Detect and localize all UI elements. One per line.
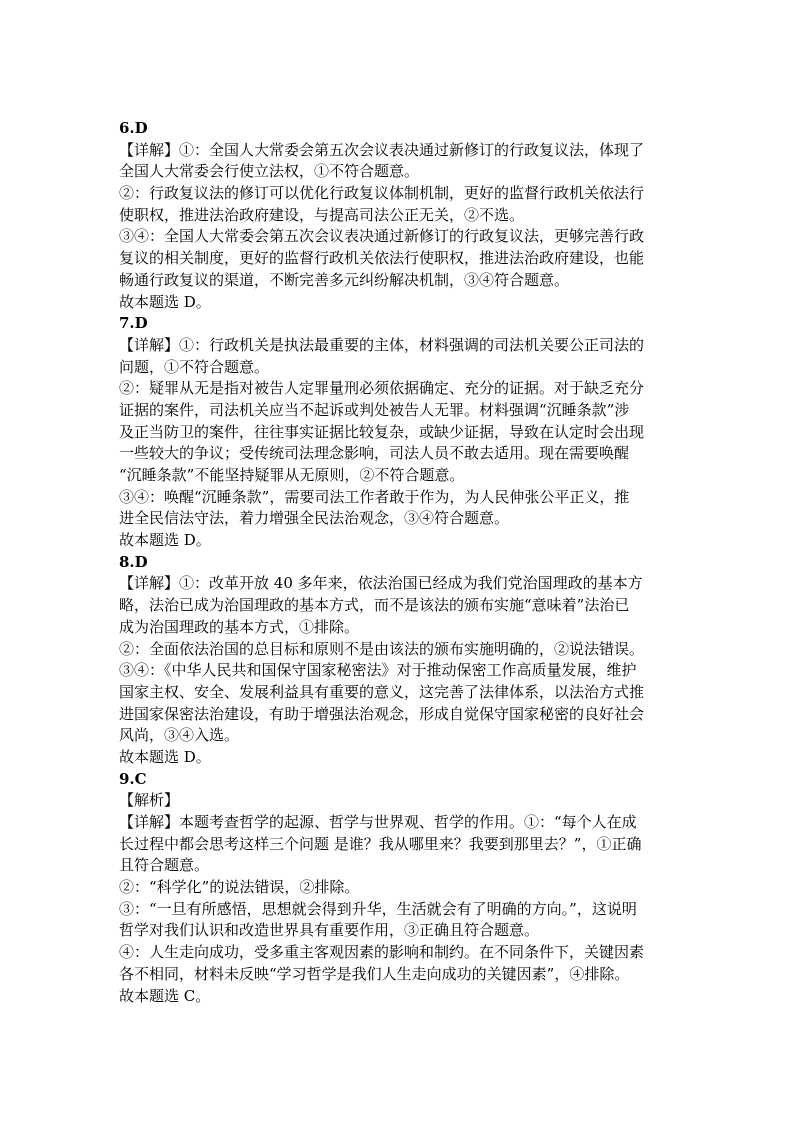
q6-line-2: 全国人大常委会行使立法权，①不符合题意。 <box>119 162 420 181</box>
q6-line-1: 【详解】①：全国人大常委会第五次会议表决通过新修订的行政复议法，体现了 <box>119 140 645 159</box>
q6-line-5: ③④：全国人大常委会第五次会议表决通过新修订的行政复议法，更够完善行政 <box>119 227 645 246</box>
q8-line-4: ②：全面依法治国的总目标和原则不是由该法的颁布实施明确的，②说法错误。 <box>119 639 645 658</box>
q7-line-3: ②：疑罪从无是指对被告人定罪量刑必须依据确定、充分的证据。对于缺乏充分 <box>119 379 645 398</box>
q9-line-2: 【详解】本题考查哲学的起源、哲学与世界观、哲学的作用。①：“每个人在成 <box>119 813 637 831</box>
q9-line-6: ③：“一旦有所感悟，思想就会得到升华，生活就会有了明确的方向。”，这说明 <box>119 899 637 918</box>
question-6-number: 6.D <box>119 119 148 137</box>
q6-line-6: 复议的相关制度，更好的监督行政机关依法行使职权，推进法治政府建设，也能 <box>119 249 645 268</box>
q8-line-7: 进国家保密法治建设，有助于增强法治观念，形成自觉保守国家秘密的良好社会 <box>119 704 645 723</box>
q7-line-4: 证据的案件，司法机关应当不起诉或判处被告人无罪。材料强调“沉睡条款”涉 <box>119 400 630 419</box>
q9-line-5: ②：“科学化”的说法错误，②排除。 <box>119 878 360 897</box>
q8-line-6: 国家主权、安全、发展利益具有重要的意义，这完善了法律体系，以法治方式推 <box>119 682 645 701</box>
q9-line-8: ④：人生走向成功，受多重主客观因素的影响和制约。在不同条件下，关键因素 <box>119 943 645 962</box>
q8-line-8: 风尚，③④入选。 <box>119 726 240 745</box>
q8-line-9: 故本题选 D。 <box>119 747 211 766</box>
question-7-number: 7.D <box>119 314 148 333</box>
q9-line-4: 且符合题意。 <box>119 856 210 875</box>
q7-line-5: 及正当防卫的案件，往往事实证据比较复杂，或缺少证据，导致在认定时会出现 <box>119 422 645 441</box>
q7-line-9: 进全民信法守法，着力增强全民法治观念，③④符合题意。 <box>119 509 510 528</box>
q7-line-10: 故本题选 D。 <box>119 531 211 550</box>
q8-line-3: 成为治国理政的基本方式，①排除。 <box>119 617 360 636</box>
answer-explanations <box>119 118 679 1007</box>
q6-line-7: 畅通行政复议的渠道，不断完善多元纠纷解决机制，③④符合题意。 <box>119 270 570 289</box>
q6-line-3: ②：行政复议法的修订可以优化行政复议体制机制，更好的监督行政机关依法行 <box>119 184 645 203</box>
q9-line-3: 长过程中都会思考这样三个问题 是谁？我从哪里来？我要到那里去？”，①正确 <box>119 834 642 853</box>
q8-line-1: 【详解】①：改革开放 40 多年来，依法治国已经成为我们党治国理政的基本方 <box>119 574 643 593</box>
q6-line-8: 故本题选 D。 <box>119 292 211 311</box>
q7-line-2: 问题，①不符合题意。 <box>119 357 270 376</box>
q9-line-1: 【解析】 <box>119 791 180 810</box>
q9-line-7: 哲学对我们认识和改造世界具有重要作用，③正确且符合题意。 <box>119 921 540 940</box>
q7-line-7: “沉睡条款”不能坚持疑罪从无原则，②不符合题意。 <box>119 466 465 484</box>
q7-line-1: 【详解】①：行政机关是执法最重要的主体，材料强调的司法机关要公正司法的 <box>119 335 645 354</box>
q7-line-6: 一些较大的争议；受传统司法理念影响，司法人员不敢去适用。现在需要唤醒 <box>119 444 630 463</box>
q7-line-8: ③④：唤醒“沉睡条款”，需要司法工作者敢于作为，为人民伸张公平正义，推 <box>119 487 630 506</box>
q9-line-10: 故本题选 C。 <box>119 986 211 1005</box>
question-8-number: 8.D <box>119 552 148 571</box>
q8-line-2: 略，法治已成为治国理政的基本方式，而不是该法的颁布实施“意味着”法治已 <box>119 596 630 615</box>
q6-line-4: 使职权，推进法治政府建设，与提高司法公正无关，②不选。 <box>119 205 525 224</box>
q8-line-5: ③④：《中华人民共和国保守国家秘密法》对于推动保密工作高质量发展，维护 <box>119 661 637 680</box>
q9-line-9: 各不相同，材料未反映“学习哲学是我们人生走向成功的关键因素”，④排除。 <box>119 964 630 983</box>
question-9-number: 9.C <box>119 769 147 788</box>
